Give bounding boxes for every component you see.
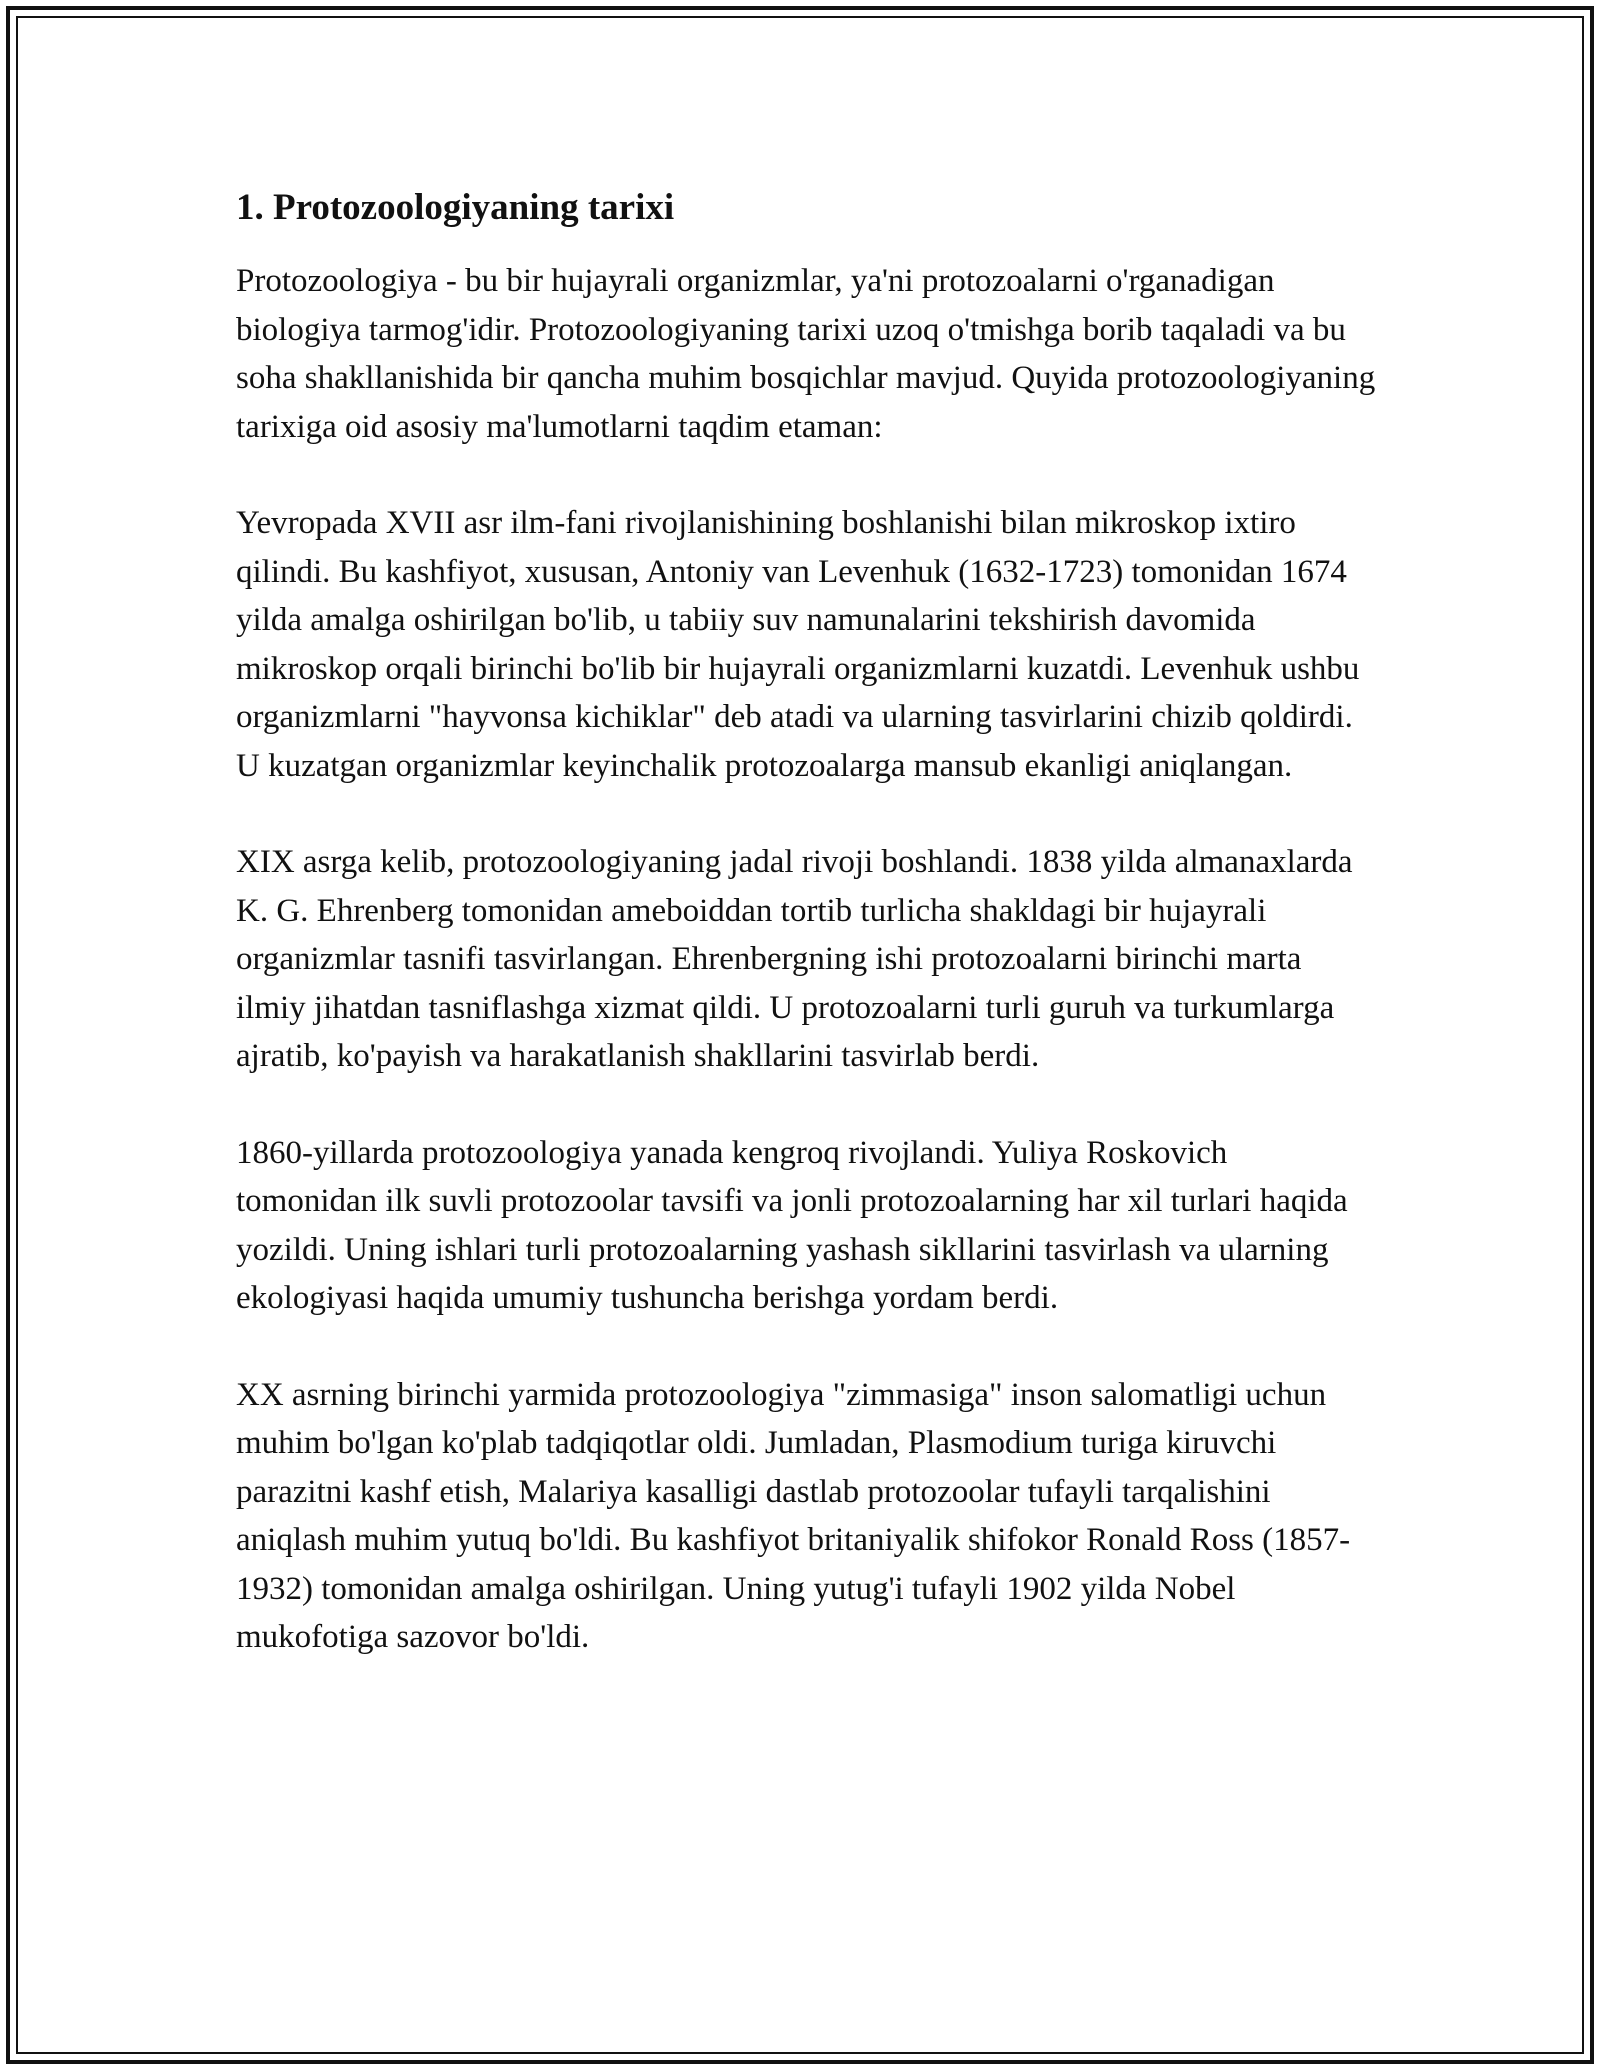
paragraph-ehrenberg: XIX asrga kelib, protozoologiyaning jadal rivoji boshlandi. 1838 yilda almanaxlarda K. G. Ehrenberg tomonidan ameboiddan tortib turlicha shakldagi bir hujayrali organizmlar tasnifi tasvirlangan. Ehrenbergning ishi protozoalarni birinchi marta ilmiy jihatdan tasniflashga xizmat qildi. U protozoalarni turli guruh va turkumlarga ajratib, ko'payish va harakatlanish shakllarini tasvirlab berdi. — [236, 844, 1353, 1074]
paragraph-introduction: Protozoologiya - bu bir hujayrali organizmlar, ya'ni protozoalarni o'rganadigan biologiya tarmog'idir. Protozoologiyaning tarixi uzoq o'tmishga borib taqaladi va bu soha shakllanishida bir qancha muhim bosqichlar mavjud. Quyida protozoologiyaning tarixiga oid asosiy ma'lumotlarni taqdim etaman: — [236, 263, 1376, 445]
paragraph-1860s: 1860-yillarda protozoologiya yanada kengroq rivojlandi. Yuliya Roskovich tomonidan ilk suvli protozoolar tavsifi va jonli protozoalarning har xil turlari haqida yozildi. Uning ishlari turli protozoalarning yashash sikllarini tasvirlash va ularning ekologiyasi haqida umumiy tushuncha berishga yordam berdi. — [236, 1134, 1348, 1316]
paragraph-levenhuk: Yevropada XVII asr ilm-fani rivojlanishining boshlanishi bilan mikroskop ixtiro qilindi. Bu kashfiyot, xususan, Antoniy van Levenhuk (1632-1723) tomonidan 1674 yilda amalga oshirilgan bo'lib, u tabiiy suv namunalarini tekshirish davomida mikroskop orqali birinchi bo'lib bir hujayrali organizmlarni kuzatdi. Levenhuk ushbu organizmlarni "hayvonsa kichiklar" deb atadi va ularning tasvirlarini chizib qoldirdi. U kuzatgan organizmlar keyinchalik protozoalarga mansub ekanligi aniqlangan. — [236, 505, 1360, 784]
section-heading: 1. Protozoologiyaning tarixi — [236, 187, 675, 228]
document-body — [236, 186, 1376, 1710]
paragraph-20th-century: XX asrning birinchi yarmida protozoologiya "zimmasiga" inson salomatligi uchun muhim bo'lgan ko'plab tadqiqotlar oldi. Jumladan, Plasmodium turiga kiruvchi parazitni kashf etish, Malariya kasalligi dastlab protozoolar tufayli tarqalishini aniqlash muhim yutuq bo'ldi. Bu kashfiyot britaniyalik shifokor Ronald Ross (1857-1932) tomonidan amalga oshirilgan. Uning yutug'i tufayli 1902 yilda Nobel mukofotiga sazovor bo'ldi. — [236, 1376, 1351, 1655]
